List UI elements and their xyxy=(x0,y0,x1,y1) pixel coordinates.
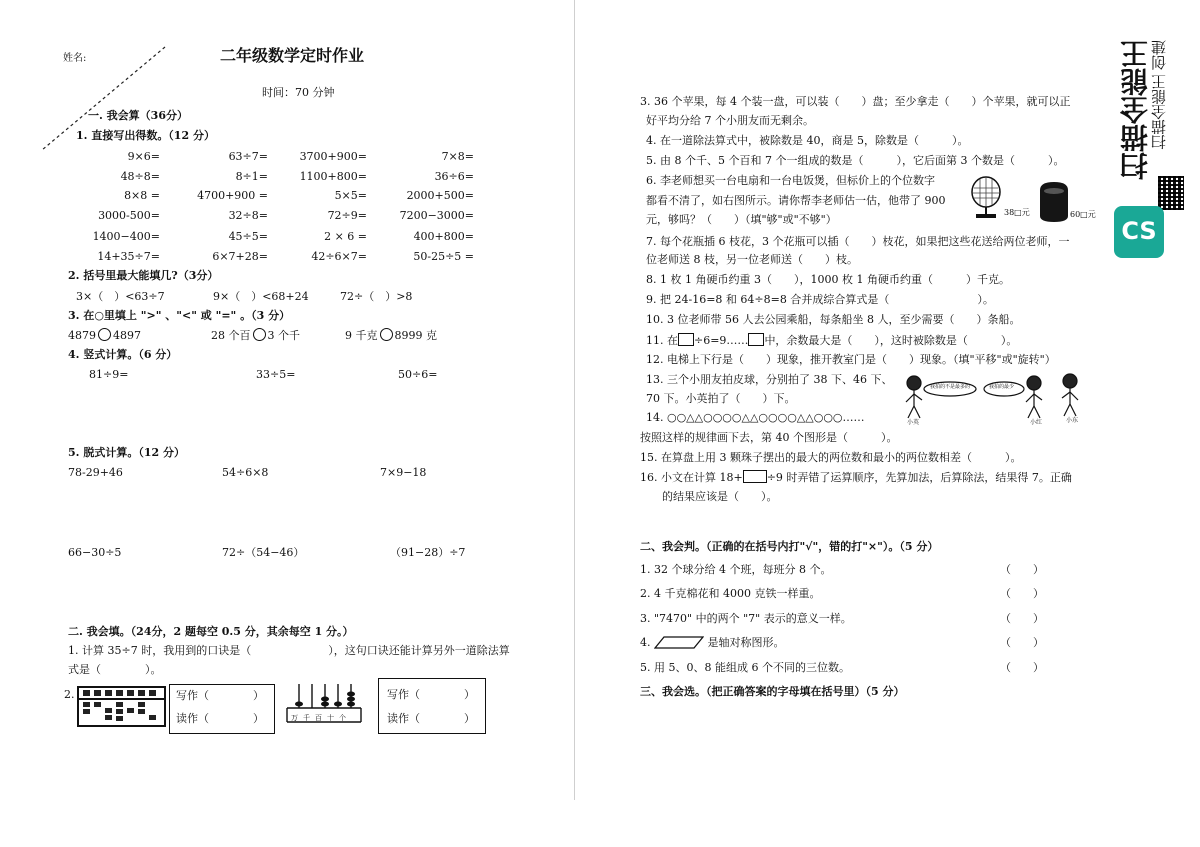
calc-item: 1100+800= xyxy=(299,170,367,183)
fill-item-13a: 13. 三个小朋友拍皮球，分别拍了 38 下、46 下、 xyxy=(646,373,893,386)
q4-item-3: 50÷6= xyxy=(398,368,438,381)
calc-item: 42÷6×7= xyxy=(311,250,367,263)
section1-heading: 一. 我会算（36分） xyxy=(88,109,188,122)
calc-item: 7200−3000= xyxy=(399,209,474,222)
watermark-subtitle: 扫描全能王 创建 xyxy=(1150,40,1168,150)
calc-item: 50-25÷5 = xyxy=(413,250,474,263)
fill-item-3a: 3. 36 个苹果，每 4 个装一盘，可以装（ ）盘；至少拿走（ ）个苹果，就可以正 xyxy=(640,95,1071,108)
judge-paren-3[interactable]: （ ） xyxy=(1000,612,1044,625)
blank-box[interactable] xyxy=(678,333,694,346)
write-as-label: 写作（ ） xyxy=(387,688,475,701)
section2-heading: 二. 我会填。（24分，2 题每空 0.5 分，其余每空 1 分。） xyxy=(68,625,354,638)
calc-item: 63÷7= xyxy=(228,150,268,163)
calc-item: 48÷8= xyxy=(120,170,160,183)
kid-name-2: 小红 xyxy=(1030,419,1043,426)
calc-item: 45÷5= xyxy=(228,230,268,243)
q4-item-1: 81÷9= xyxy=(89,368,129,381)
fill1-line2: 式是（ ）。 xyxy=(68,663,162,676)
read-as-label: 读作（ ） xyxy=(387,712,475,725)
time-limit: 时间：70 分钟 xyxy=(262,86,335,99)
watermark-title: 扫描全能王 xyxy=(1119,40,1152,180)
judge-item-3: 3. "7470" 中的两个 "7" 表示的意义一样。 xyxy=(640,612,852,625)
blank-box[interactable] xyxy=(748,333,764,346)
cooker-price: 60□元 xyxy=(1070,210,1096,219)
blank-box[interactable] xyxy=(743,470,767,483)
q3-item-2: 28 个百 3 个千 xyxy=(211,329,300,342)
fill-item-14b: 按照这样的规律画下去，第 40 个图形是（ ）。 xyxy=(640,431,898,444)
calc-item: 2 × 6 = xyxy=(324,230,367,243)
q5-item-6: （91−28）÷7 xyxy=(390,546,466,559)
calc-item: 2000+500= xyxy=(406,189,474,202)
read-as-label: 读作（ ） xyxy=(176,712,264,725)
fill2-label: 2. xyxy=(64,688,75,701)
judge-item-2: 2. 4 千克棉花和 4000 克铁一样重。 xyxy=(640,587,821,600)
q4-heading: 4. 竖式计算。（6 分） xyxy=(68,348,178,361)
calc-item: 400+800= xyxy=(413,230,474,243)
calc-item: 9×6= xyxy=(127,150,160,163)
q5-item-5: 72÷（54−46） xyxy=(222,546,305,559)
calc-item: 4700+900 = xyxy=(197,189,268,202)
compare-circle[interactable] xyxy=(98,328,111,341)
fill-item-6b: 都看不清了，如右图所示。请你帮李老师估一估，他带了 900 xyxy=(646,194,946,207)
q5-item-1: 78-29+46 xyxy=(68,466,123,479)
calc-item: 72÷9= xyxy=(327,209,367,222)
judge-item-5: 5. 用 5、0、8 能组成 6 个不同的三位数。 xyxy=(640,661,850,674)
rice-cooker-image xyxy=(1036,180,1072,224)
fill1-line1: 1. 计算 35÷7 时，我用到的口诀是（ ），这句口诀还能计算另外一道除法算 xyxy=(68,644,510,657)
page-title: 二年级数学定时作业 xyxy=(220,46,365,65)
fill-item-16b: 的结果应该是（ ）。 xyxy=(662,490,778,503)
fill-item-14a: 14. ○○△△○○○○△△○○○○△△○○○…… xyxy=(646,411,865,424)
kids-ball-illustration xyxy=(898,372,1088,428)
speech-bubble-1: 我拍的不是最多的 xyxy=(930,384,971,390)
q3-heading: 3. 在○里填上 ">" 、"<" 或 "=" 。（3 分） xyxy=(68,309,291,322)
judge-section-heading: 二、我会判。（正确的在括号内打"√"，错的打"×"）。（5 分） xyxy=(640,540,939,553)
page-fold xyxy=(574,0,575,800)
fill-item-7b: 位老师送 8 枝，另一位老师送（ ）枝。 xyxy=(646,253,858,266)
fill-item-3b: 好平均分给 7 个小朋友而无剩余。 xyxy=(646,114,814,127)
kid-name-3: 小东 xyxy=(1066,417,1079,424)
calc-item: 8×8 = xyxy=(124,189,160,202)
calc-item: 8÷1= xyxy=(235,170,268,183)
q2-item-1: 3×（ ）<63÷7 xyxy=(76,290,165,303)
abacus-image xyxy=(77,686,167,728)
fill-item-16a: 16. 小文在计算 18+ ÷9 时弄错了运算顺序，先算加法，后算除法，结果得 7。正确 xyxy=(640,471,1072,484)
choose-section-heading: 三、我会选。（把正确答案的字母填在括号里）（5 分） xyxy=(640,685,905,698)
q5-item-3: 7×9−18 xyxy=(380,466,427,479)
q5-item-2: 54÷6×8 xyxy=(222,466,269,479)
abacus1-answer-box xyxy=(169,684,275,734)
compare-circle[interactable] xyxy=(380,328,393,341)
calc-item: 1400−400= xyxy=(92,230,160,243)
fill-item-6c: 元，够吗？（ ）（填"够"或"不够"） xyxy=(646,213,837,226)
q2-item-3: 72÷（ ）>8 xyxy=(340,290,413,303)
abacus2-answer-box xyxy=(378,678,486,734)
fill-item-9: 9. 把 24-16=8 和 64÷8=8 合并成综合算式是（ ）。 xyxy=(646,293,994,306)
calc-item: 32÷8= xyxy=(228,209,268,222)
judge-item-1: 1. 32 个球分给 4 个班，每班分 8 个。 xyxy=(640,563,832,576)
q3-item-3: 9 千克 8999 克 xyxy=(345,329,437,342)
electric-fan-image xyxy=(968,174,1008,220)
q5-heading: 5. 脱式计算。（12 分） xyxy=(68,446,185,459)
calc-item: 36÷6= xyxy=(434,170,474,183)
q2-heading: 2. 括号里最大能填几?（3分） xyxy=(68,269,219,282)
fill-item-15: 15. 在算盘上用 3 颗珠子摆出的最大的两位数和最小的两位数相差（ ）。 xyxy=(640,451,1022,464)
fill-item-8: 8. 1 枚 1 角硬币约重 3（ ），1000 枚 1 角硬币约重（ ）千克。 xyxy=(646,273,1010,286)
q1-heading: 1. 直接写出得数。（12 分） xyxy=(76,129,215,142)
q5-item-4: 66−30÷5 xyxy=(68,546,122,559)
speech-bubble-2: 我拍的最少 xyxy=(989,384,1015,390)
q2-item-2: 9×（ ）<68+24 xyxy=(213,290,309,303)
calc-item: 7×8= xyxy=(441,150,474,163)
name-label: 姓名: xyxy=(63,53,87,64)
calc-item: 3000-500= xyxy=(98,209,160,222)
write-as-label: 写作（ ） xyxy=(176,689,264,702)
calc-item: 5×5= xyxy=(334,189,367,202)
judge-paren-2[interactable]: （ ） xyxy=(1000,587,1044,600)
judge-paren-5[interactable]: （ ） xyxy=(1000,661,1044,674)
fill-item-11: 11. 在 ÷6=9…… 中，余数最大是（ ），这时被除数是（ ）。 xyxy=(646,334,1018,347)
fill-item-7a: 7. 每个花瓶插 6 枝花，3 个花瓶可以插（ ）枝花，如果把这些花送给两位老师，一 xyxy=(646,235,1070,248)
judge-paren-1[interactable]: （ ） xyxy=(1000,563,1044,576)
fan-price: 38□元 xyxy=(1004,208,1030,217)
camscanner-logo-icon xyxy=(1114,206,1164,258)
fill-item-6a: 6. 李老师想买一台电扇和一台电饭煲，但标价上的个位数字 xyxy=(646,174,935,187)
fill-item-12: 12. 电梯上下行是（ ）现象，推开教室门是（ ）现象。（填"平移"或"旋转"） xyxy=(646,353,1056,366)
fill-item-13b: 70 下。小英拍了（ ）下。 xyxy=(646,392,796,405)
q3-item-1: 4879 4897 xyxy=(68,329,141,342)
judge-paren-4[interactable]: （ ） xyxy=(1000,636,1044,649)
calc-item: 14+35÷7= xyxy=(97,250,160,263)
q4-item-2: 33÷5= xyxy=(256,368,296,381)
logo-text: CS xyxy=(1121,217,1157,245)
kid-name-1: 小英 xyxy=(907,419,920,426)
compare-circle[interactable] xyxy=(253,328,266,341)
calc-item: 6×7+28= xyxy=(212,250,268,263)
fill-item-4: 4. 在一道除法算式中，被除数是 40，商是 5，除数是（ ）。 xyxy=(646,134,969,147)
fill-item-5: 5. 由 8 个千、5 个百和 7 个一组成的数是（ ），它后面第 3 个数是（ ）。 xyxy=(646,154,1065,167)
counting-frame-labels: 万千百十个 xyxy=(291,714,351,722)
qr-code-icon xyxy=(1158,176,1184,210)
judge-item-4: 4. 是轴对称图形。 xyxy=(640,636,785,649)
fill-item-10: 10. 3 位老师带 56 人去公园乘船，每条船坐 8 人，至少需要（ ）条船。 xyxy=(646,313,1021,326)
calc-item: 3700+900= xyxy=(299,150,367,163)
parallelogram-shape xyxy=(654,636,704,649)
